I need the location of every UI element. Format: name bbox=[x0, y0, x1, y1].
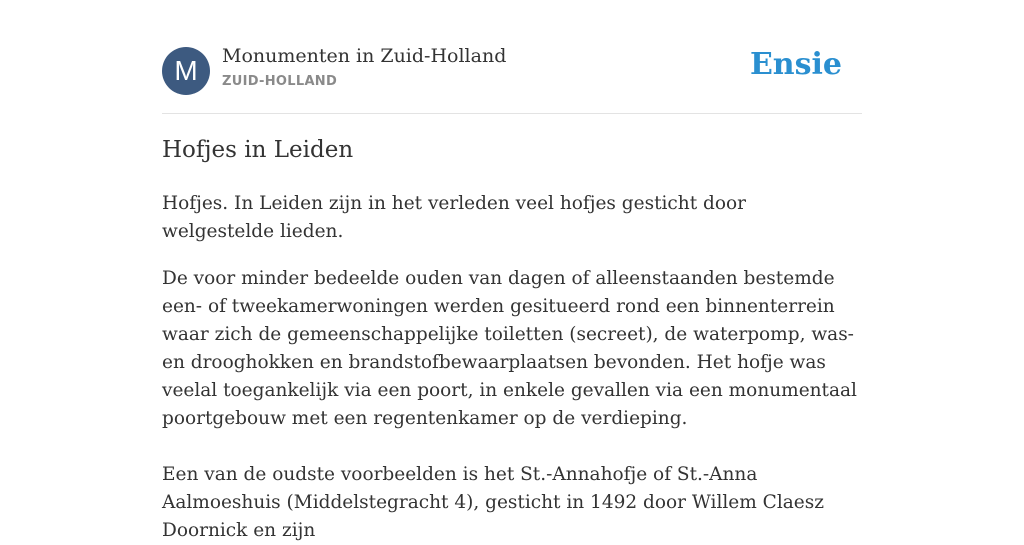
article-paragraph: Een van de oudste voorbeelden is het St.-Annahofje of St.-Anna Aalmoeshuis (Middelstegracht 4), gesticht in 1492 door Willem Claesz Doornick en zijn bbox=[162, 464, 824, 541]
site-title[interactable]: Monumenten in Zuid-Holland bbox=[222, 45, 507, 67]
site-header bbox=[162, 0, 862, 114]
article-title: Hofjes in Leiden bbox=[162, 137, 354, 163]
content-container bbox=[162, 0, 862, 541]
article-paragraph: Hofjes. In Leiden zijn in het verleden veel hofjes gesticht door welgestelde lieden. bbox=[162, 193, 746, 242]
site-subtitle[interactable]: ZUID-HOLLAND bbox=[222, 74, 338, 89]
ensie-logo-link[interactable]: Ensie bbox=[749, 47, 842, 82]
avatar[interactable]: M bbox=[162, 47, 210, 95]
article-paragraph: De voor minder bedeelde ouden van dagen of alleenstaanden bestemde een- of tweekamerwoningen werden gesitueerd rond een binnenterrein waar zich de gemeenschappelijke toiletten (secreet), de waterpomp, was- en drooghokken en brandstofbewaarplaatsen bevonden. Het hofje was veelal toegankelijk via een poort, in enkele gevallen via een monumentaal poortgebouw met een regentenkamer op de verdieping. bbox=[162, 268, 857, 429]
